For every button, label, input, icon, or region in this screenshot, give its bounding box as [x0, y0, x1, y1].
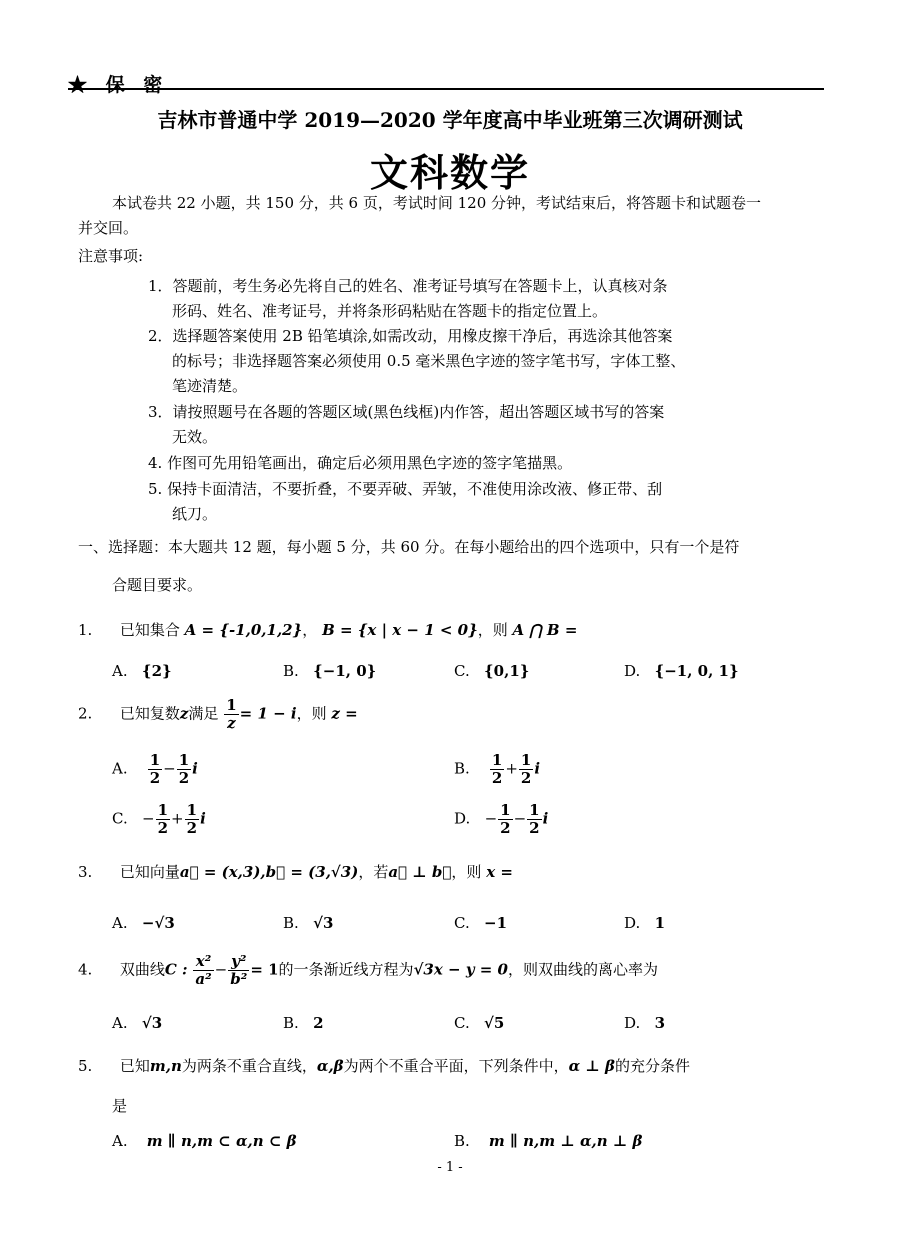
- note-line: 无效。: [172, 428, 218, 446]
- note-line: 4. 作图可先用铅笔画出，确定后必须用黑色字迹的签字笔描黑。: [148, 454, 573, 472]
- note-line: 2．选择题答案使用 2B 铅笔填涂,如需改动，用橡皮擦干净后，再选涂其他答案: [148, 327, 673, 345]
- option-b: B. {−1, 0}: [283, 662, 377, 680]
- option-a: A. {2}: [112, 662, 172, 680]
- option-c: C. − $\frac{1}{2}$ + $\frac{1}{2}$ i: [112, 801, 206, 837]
- option-d: D. {−1, 0, 1}: [624, 662, 739, 680]
- option-d: D. − $\frac{1}{2}$ − $\frac{1}{2}$ i: [454, 801, 549, 837]
- option-a: A. m ∥ n,m ⊂ α,n ⊂ β: [112, 1132, 297, 1150]
- page-title: 文科数学: [369, 150, 530, 195]
- option-b: B. √3: [283, 914, 334, 932]
- set-b: B = {x | x − 1 < 0}: [322, 621, 478, 639]
- fraction: $\frac{1}{z}$: [226, 696, 237, 732]
- option-b: B. 2: [283, 1014, 324, 1032]
- confidential-mark: ★ 保 密: [68, 74, 169, 96]
- option-d: D. 3: [624, 1014, 666, 1032]
- question-1-stem: 1. 已知集合 A = {-1,0,1,2}， B = {x | x − 1 < 0}，则 A ⋂ B =: [78, 621, 578, 639]
- option-b: B. m ∥ n,m ⊥ α,n ⊥ β: [454, 1132, 643, 1150]
- intro-line-2: 并交回。: [78, 219, 139, 237]
- option-c: C. √5: [454, 1014, 505, 1032]
- question-number: 1.: [78, 621, 93, 639]
- note-line: 笔迹清楚。: [172, 377, 248, 395]
- question-5-stem: 5. 已知m,n为两条不重合直线，α,β为两个不重合平面，下列条件中，α ⊥ β的充分条件: [78, 1057, 691, 1075]
- option-b: B. $\frac{1}{2}$ + $\frac{1}{2}$ i: [454, 751, 541, 787]
- question-number: 3.: [78, 863, 93, 881]
- set-a: A = {-1,0,1,2}: [184, 621, 303, 639]
- option-c: C. {0,1}: [454, 662, 530, 680]
- option-c: C. −1: [454, 914, 508, 932]
- question-number: 2.: [78, 704, 93, 723]
- section-heading-cont: 合题目要求。: [112, 576, 203, 594]
- question-5-stem-cont: 是: [112, 1097, 128, 1115]
- exam-subtitle: 吉林市普通中学 2019—2020 学年度高中毕业班第三次调研测试: [157, 108, 743, 132]
- question-number: 4.: [78, 960, 93, 979]
- option-a: A. √3: [112, 1014, 163, 1032]
- question-3-stem: 3. 已知向量a⃗ = (x,3),b⃗ = (3,√3)，若a⃗ ⊥ b⃗，则 x =: [78, 863, 513, 881]
- page-number: - 1 -: [437, 1160, 463, 1175]
- note-line: 纸刀。: [172, 505, 218, 523]
- section-heading: 一、选择题：本大题共 12 题，每小题 5 分，共 60 分。在每小题给出的四个选项中，只有一个是符: [78, 538, 740, 556]
- note-line: 3．请按照题号在各题的答题区域(黑色线框)内作答，超出答题区域书写的答案: [148, 403, 665, 421]
- note-line: 1．答题前，考生务必先将自己的姓名、准考证号填写在答题卡上，认真核对条: [148, 277, 668, 295]
- intro-line-1: 本试卷共 22 小题，共 150 分，共 6 页，考试时间 120 分钟，考试结束后，将答题卡和试题卷一: [112, 194, 762, 212]
- option-a: A. −√3: [112, 914, 175, 932]
- notes-heading: 注意事项:: [78, 247, 144, 265]
- option-a: A. $\frac{1}{2}$ − $\frac{1}{2}$ i: [112, 751, 198, 787]
- note-line: 的标号；非选择题答案必须使用 0.5 毫米黑色字迹的签字笔书写，字体工整、: [172, 352, 686, 370]
- question-2-stem: 2. 已知复数z满足 $\frac{1}{z}$ = 1 − i，则 z =: [78, 696, 358, 732]
- note-line: 形码、姓名、准考证号，并将条形码粘贴在答题卡的指定位置上。: [172, 302, 608, 320]
- intersection: A ⋂ B =: [512, 621, 578, 639]
- question-4-stem: 4. 双曲线C : $\frac{\text{x²}}{\text{a²}}$ − $\frac{\text{y²}}{\text{b²}}$ = 1的一条渐近线方程为√3x − y = 0，则双曲线的离心率为: [78, 952, 658, 988]
- question-number: 5.: [78, 1057, 93, 1075]
- option-d: D. 1: [624, 914, 666, 932]
- note-line: 5. 保持卡面清洁，不要折叠，不要弄破、弄皱，不准使用涂改液、修正带、刮: [148, 480, 663, 498]
- header-rule: [68, 88, 824, 90]
